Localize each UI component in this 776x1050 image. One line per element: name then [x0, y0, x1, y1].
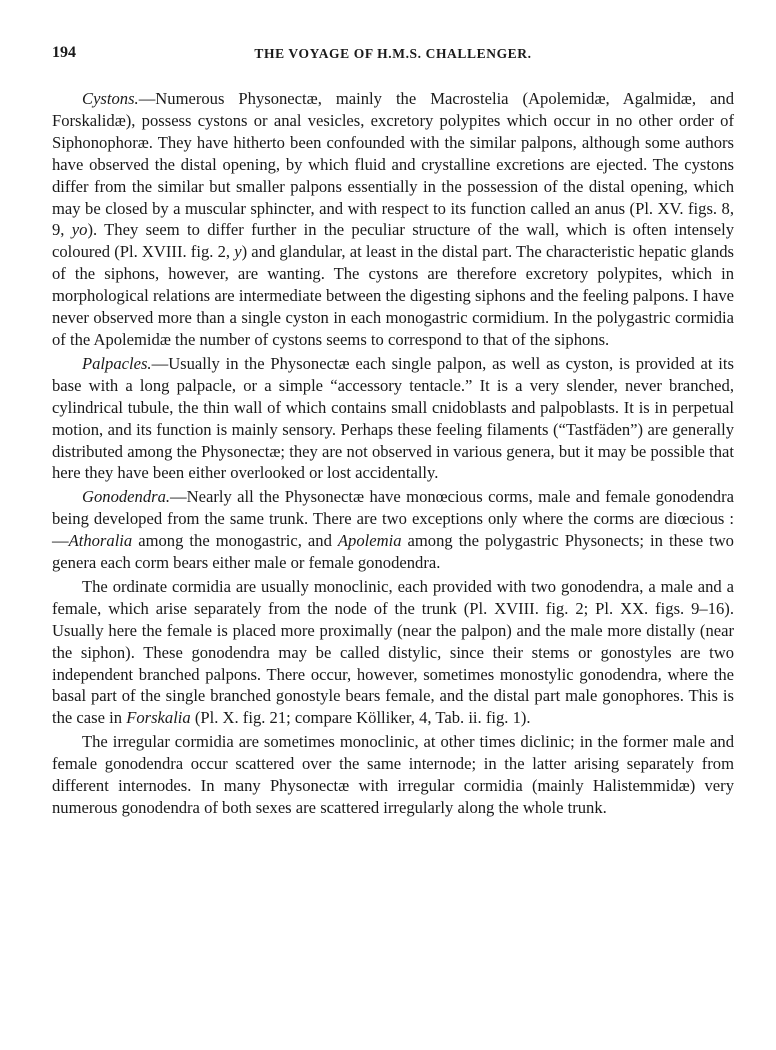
- text-segment: —Numerous Physonectæ, mainly the Macrostelia (Apolemidæ, Agalmidæ, and Forskalidæ), possess cystons or anal vesicles, excretory polypites which occur in no other order of Siphonophoræ. They have hitherto been confounded with the similar palpons, although some authors have observed the distal opening, by which fluid and crystalline excretions are ejected. The cystons differ from the similar but smaller palpons essentially in the possession of the distal opening, which may be closed by a muscular sphincter, and with respect to its function called an anus (Pl. XV. figs. 8, 9,: [52, 89, 734, 240]
- text-segment: among the polygastric Physonects; in these two genera each corm bears either male or female gonodendra.: [52, 531, 734, 573]
- paragraph-gonodendra: [52, 486, 734, 574]
- italic-segment: Apolemia: [337, 531, 402, 551]
- italic-segment: Athoralia: [68, 531, 133, 551]
- paragraph-ordinate-cormidia: [52, 576, 734, 729]
- italic-segment: y: [234, 242, 242, 262]
- section-lead: Gonodendra.: [82, 487, 171, 507]
- paragraph-irregular-cormidia: [52, 731, 734, 819]
- page-number: 194: [52, 44, 76, 61]
- text-segment: The ordinate cormidia are usually monoclinic, each provided with two gonodendra, a male and a female, which arise separately from the node of the trunk (Pl. XVIII. fig. 2; Pl. XX. figs. 9–16). Usually here the female is placed more proximally (near the palpon) and the male more distally (near the siphon). These gonodendra may be called distylic, since their stems or gonostyles are two independent branched palpons. There occur, however, sometimes monostylic gonodendra, where the basal part of the single branched gonostyle bears female, and the distal part male gonophores. This is the case in: [52, 576, 734, 728]
- running-header: [52, 44, 734, 68]
- italic-segment: Forskalia: [126, 708, 191, 728]
- text-segment: (Pl. X. fig. 21; compare Kölliker, 4, Tab. ii. fig. 1).: [190, 708, 531, 728]
- paragraph-palpacles: [52, 353, 734, 484]
- text-segment: ) and glandular, at least in the distal part. The characteristic hepatic glands of the siphons, however, are wanting. The cystons are therefore excretory polypites, which in morphological relations are intermediate between the digesting siphons and the feeling palpons. I have never observed more than a single cyston in each monogastric cormidium. In the polygastric cormidia of the Apolemidæ the number of cystons seems to correspond to that of the siphons.: [52, 242, 735, 349]
- running-title: THE VOYAGE OF H.M.S. CHALLENGER.: [254, 46, 532, 61]
- section-lead: Cystons.: [82, 89, 139, 108]
- paragraph-cystons: [52, 88, 734, 351]
- italic-segment: yo: [71, 220, 88, 240]
- document-page: [52, 44, 734, 821]
- text-segment: —Usually in the Physonectæ each single palpon, as well as cyston, is provided at its base with a long palpacle, or a simple “accessory tentacle.” It is a very slender, never branched, cylindrical tubule, the thin wall of which contains small cnidoblasts and palpoblasts. It is in perpetual motion, and its function is mainly sensory. Perhaps these feeling filaments (“Tastfäden”) are generally distributed among the Physonectæ; they are not observed in various genera, but it may be possible that here they have been either overlooked or lost accidentally.: [52, 353, 734, 483]
- section-lead: Palpacles.: [82, 353, 152, 373]
- body-text: [52, 88, 734, 819]
- text-segment: —Nearly all the Physonectæ have monœcious corms, male and female gonodendra being developed from the same trunk. There are two exceptions only where the corms are diœcious :—: [52, 487, 734, 551]
- text-segment: The irregular cormidia are sometimes monoclinic, at other times diclinic; in the former male and female gonodendra occur scattered over the same internode; in the latter arising separately from different internodes. In many Physonectæ with irregular cormidia (mainly Halistemmidæ) very numerous gonodendra of both sexes are scattered irregularly along the whole trunk.: [52, 732, 734, 817]
- text-segment: among the monogastric, and: [132, 531, 338, 551]
- text-segment: ). They seem to differ further in the peculiar structure of the wall, which is often intensely coloured (Pl. XVIII. fig. 2,: [52, 220, 734, 262]
